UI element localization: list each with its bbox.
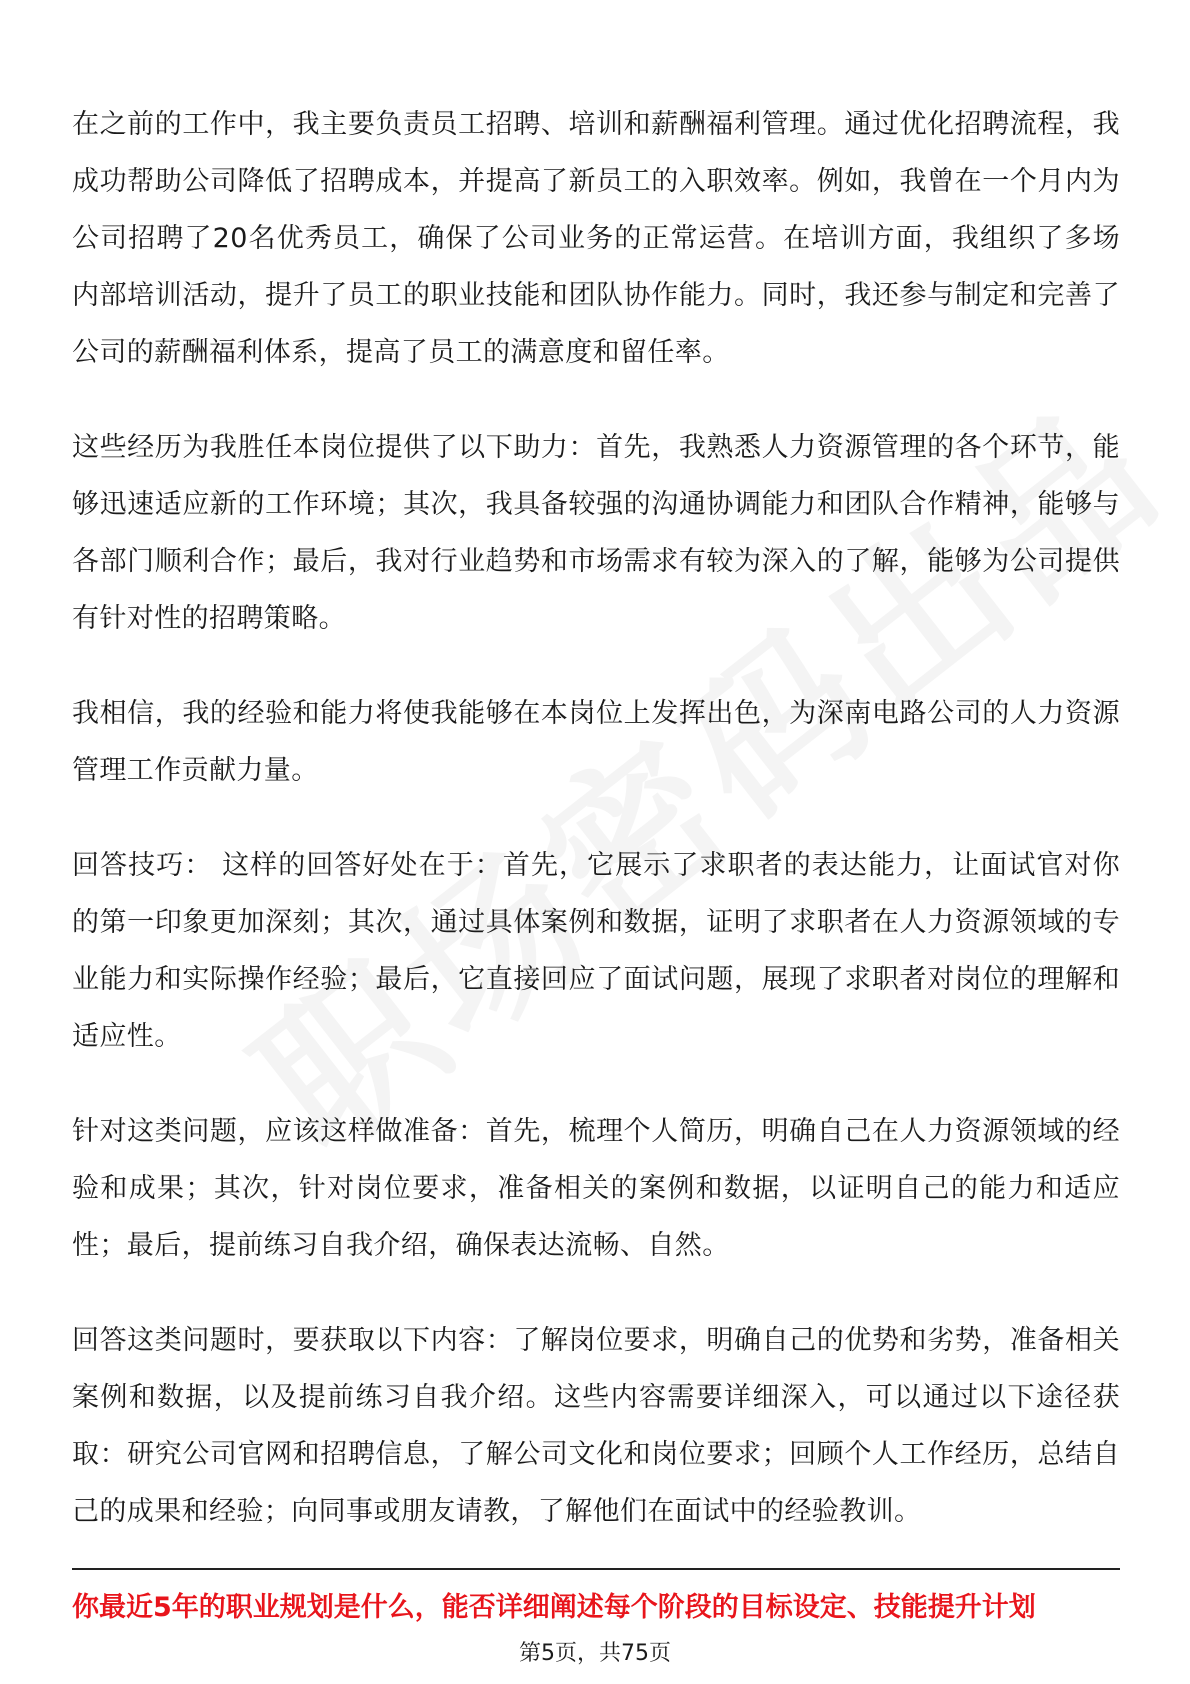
paragraph-preparation: 针对这类问题，应该这样做准备：首先，梳理个人简历，明确自己在人力资源领域的经验和成果；其次，针对岗位要求，准备相关的案例和数据，以证明自己的能力和适应性；最后，提前练习自我介绍，确保表达流畅、自然。 [72, 1116, 1120, 1261]
page-number: 第5页，共75页 [519, 1641, 671, 1666]
paragraph-conclusion: 我相信，我的经验和能力将使我能够在本岗位上发挥出色，为深南电路公司的人力资源管理工作贡献力量。 [72, 698, 1120, 786]
next-question-heading: 你最近5年的职业规划是什么，能否详细阐述每个阶段的目标设定、技能提升计划 [72, 1592, 1036, 1623]
document-body [72, 96, 1120, 1578]
paragraph-answer-tips: 回答技巧： 这样的回答好处在于：首先，它展示了求职者的表达能力，让面试官对你的第一印象更加深刻；其次，通过具体案例和数据，证明了求职者在人力资源领域的专业能力和实际操作经验；最后，它直接回应了面试问题，展现了求职者对岗位的理解和适应性。 [72, 850, 1120, 1052]
paragraph-experience: 在之前的工作中，我主要负责员工招聘、培训和薪酬福利管理。通过优化招聘流程，我成功帮助公司降低了招聘成本，并提高了新员工的入职效率。例如，我曾在一个月内为公司招聘了20名优秀员工，确保了公司业务的正常运营。在培训方面，我组织了多场内部培训活动，提升了员工的职业技能和团队协作能力。同时，我还参与制定和完善了公司的薪酬福利体系，提高了员工的满意度和留任率。 [72, 109, 1120, 368]
paragraph-content-to-gather: 回答这类问题时，要获取以下内容：了解岗位要求，明确自己的优势和劣势，准备相关案例和数据，以及提前练习自我介绍。这些内容需要详细深入，可以通过以下途径获取：研究公司官网和招聘信息，了解公司文化和岗位要求；回顾个人工作经历，总结自己的成果和经验；向同事或朋友请教，了解他们在面试中的经验教训。 [72, 1325, 1120, 1527]
paragraph-advantages: 这些经历为我胜任本岗位提供了以下助力：首先，我熟悉人力资源管理的各个环节，能够迅速适应新的工作环境；其次，我具备较强的沟通协调能力和团队合作精神，能够与各部门顺利合作；最后，我对行业趋势和市场需求有较为深入的了解，能够为公司提供有针对性的招聘策略。 [72, 432, 1120, 634]
section-divider [72, 1568, 1120, 1570]
